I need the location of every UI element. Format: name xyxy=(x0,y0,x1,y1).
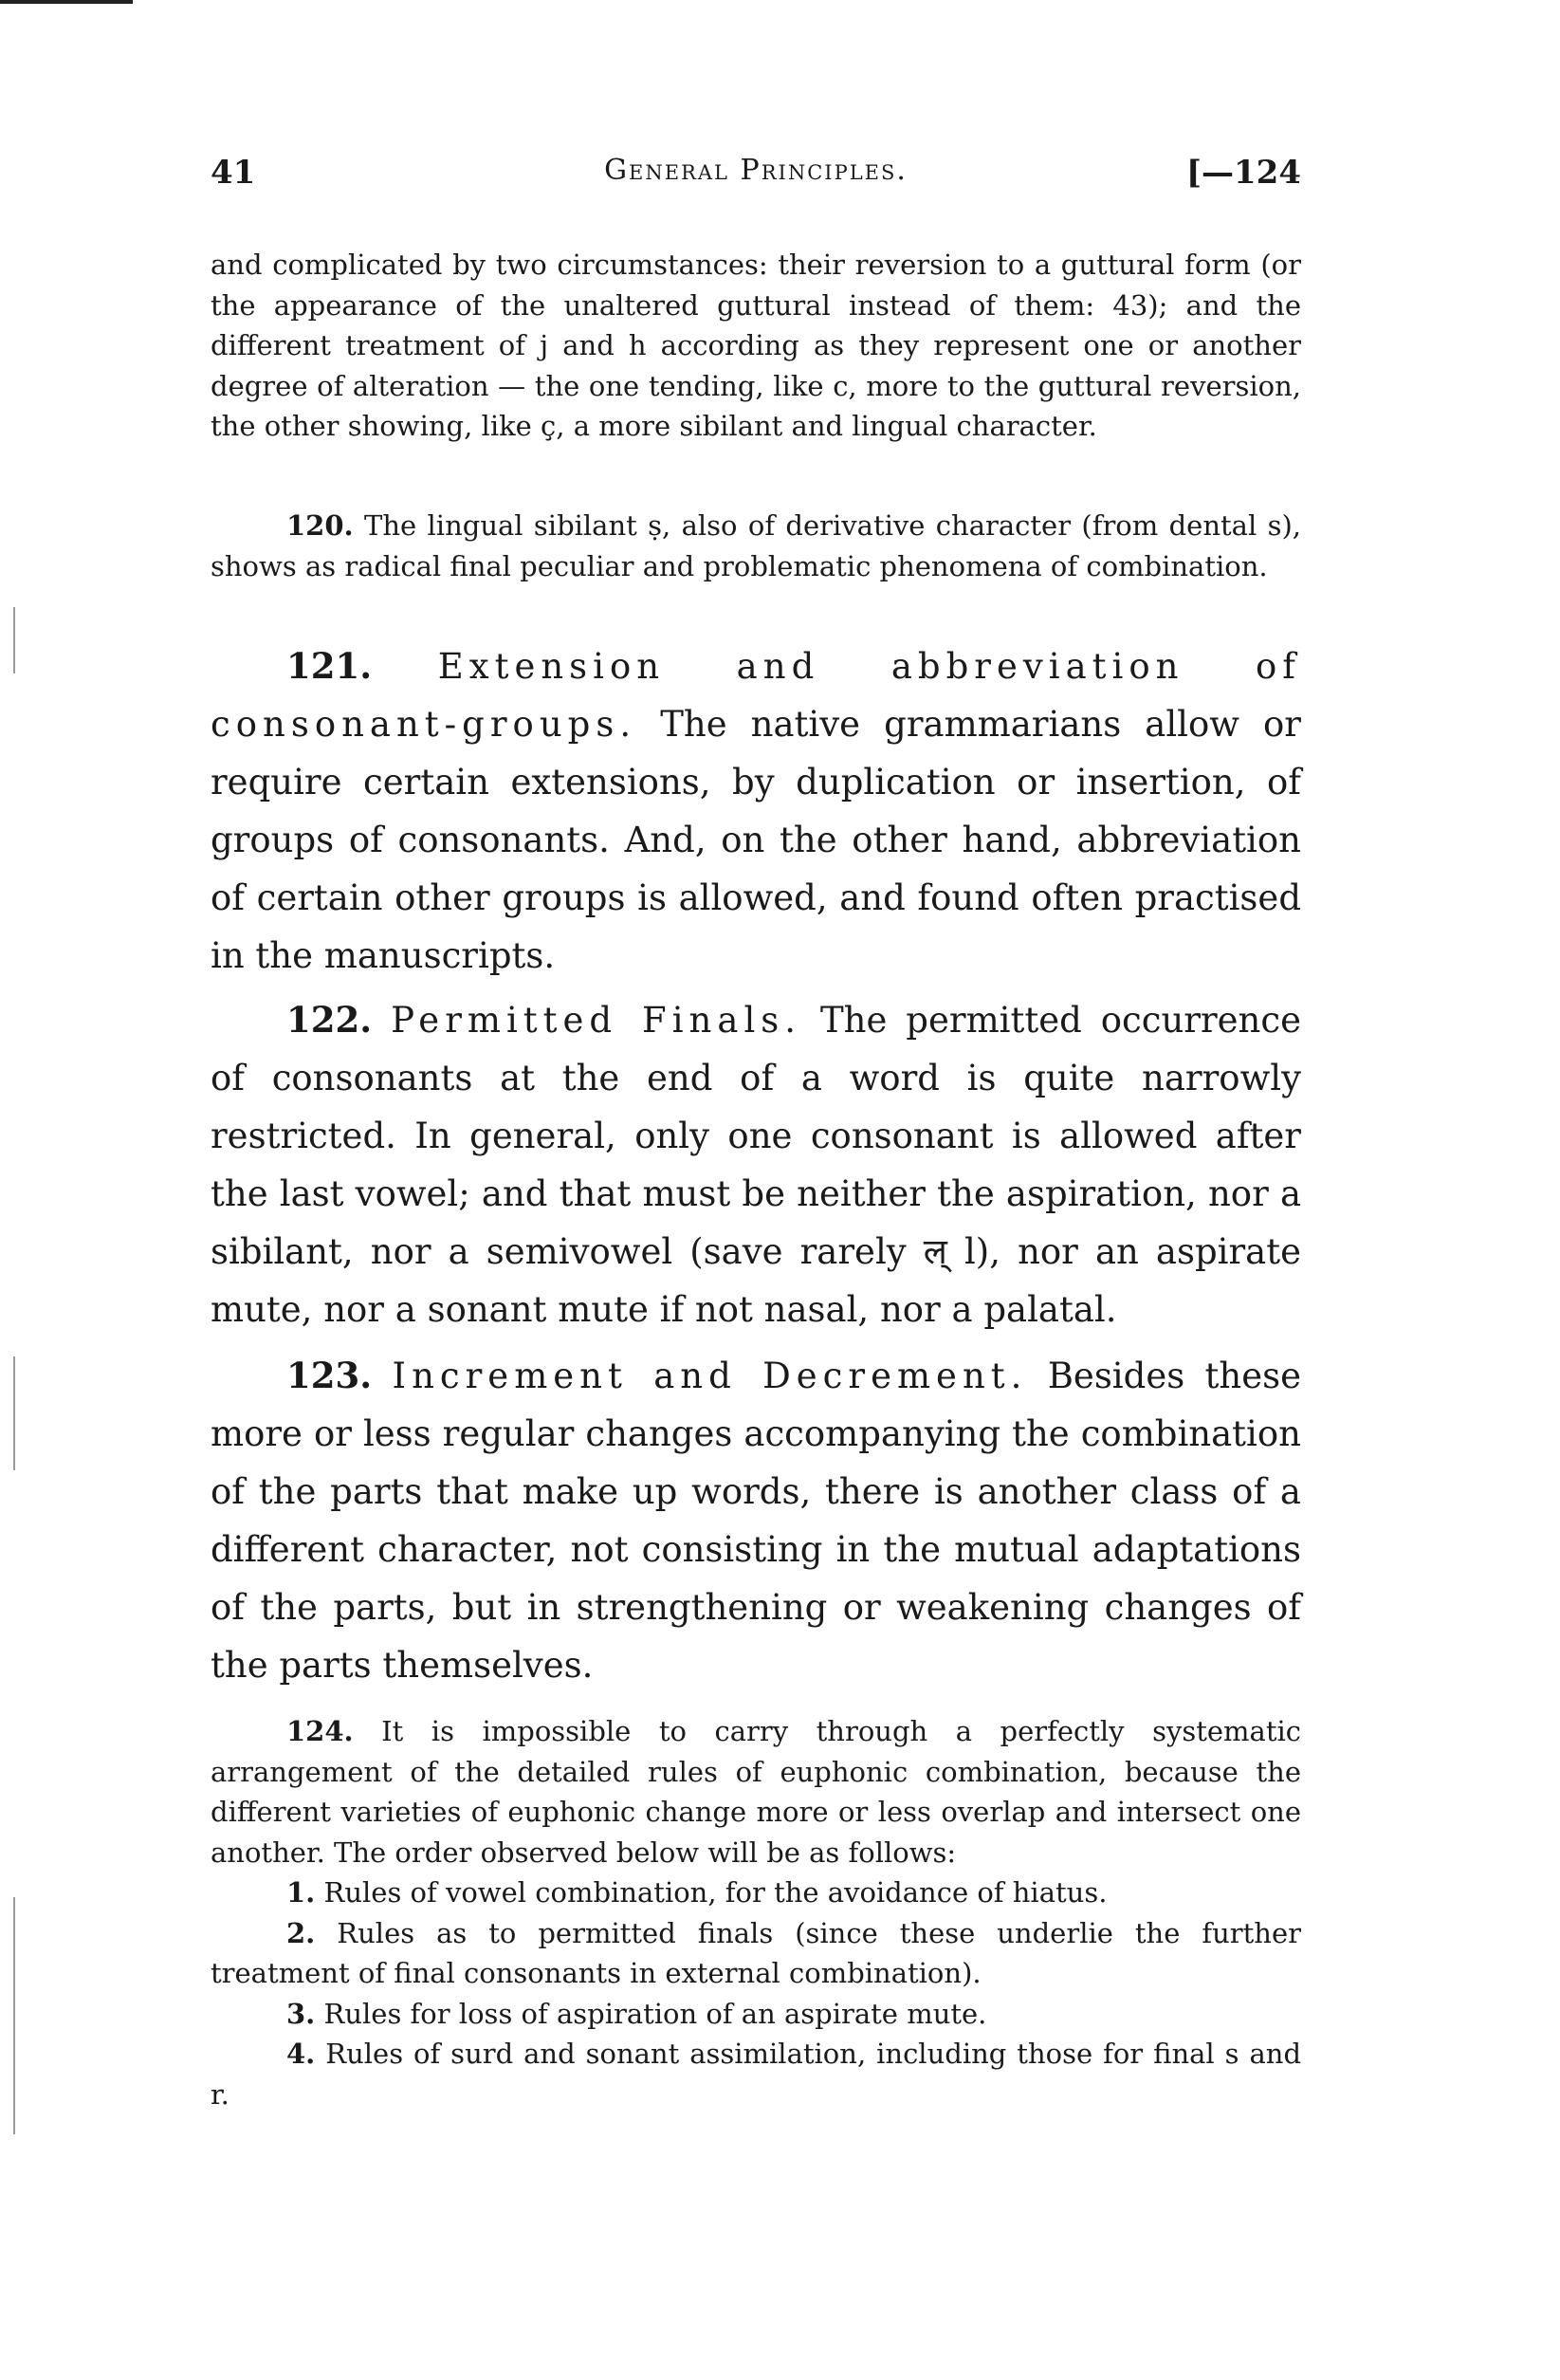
paragraph-text xyxy=(211,506,1301,586)
paragraph-text xyxy=(211,1347,1301,1694)
list-text: Rules as to permitted finals (since these underlie the further treatment of final consonants in external combination). xyxy=(211,1916,1302,1989)
list-text: Rules for loss of aspiration of an aspirate mute. xyxy=(323,1997,987,2030)
paragraph-continuation xyxy=(211,245,1301,447)
paragraph-text xyxy=(211,1711,1301,1873)
list-item xyxy=(211,1994,1301,2035)
section-range: [—124 xyxy=(1185,154,1301,192)
list-number: 3. xyxy=(286,1997,316,2030)
section-number: 122. xyxy=(286,999,373,1041)
list-number: 1. xyxy=(286,1876,316,1909)
section-heading: Increment and Decrement. xyxy=(392,1356,1028,1396)
paragraph-body: l), nor an aspirate mute, nor a sonant mute if not nasal, nor a palatal. xyxy=(211,1231,1302,1330)
running-title: General Principles. xyxy=(604,154,908,187)
list-text: Rules of surd and sonant assimilation, including those for final s and r. xyxy=(211,2038,1302,2111)
paragraph-text xyxy=(211,991,1301,1338)
list-item xyxy=(211,2034,1301,2114)
list-number: 4. xyxy=(286,2038,316,2070)
scan-edge-mark xyxy=(13,607,15,673)
paragraph-body: The native grammarians allow or require certain extensions, by duplication or insertion, of groups of consonants. And, on the other hand, abbreviation of certain other groups is allowed, and found often practised in the manuscripts. xyxy=(211,704,1301,976)
scan-edge-mark xyxy=(13,1897,15,2134)
devanagari-glyph: ल् xyxy=(923,1231,947,1272)
section-number: 123. xyxy=(286,1355,373,1396)
list-number: 2. xyxy=(286,1916,316,1949)
section-number: 120. xyxy=(286,509,354,542)
paragraph-120 xyxy=(211,506,1301,586)
scan-edge-mark xyxy=(0,0,133,4)
paragraph-body: It is impossible to carry through a perfectly systematic arrangement of the detailed rules of euphonic combination, because the different varieties of euphonic change more or less overlap and intersect one another. The order observed below will be as follows: xyxy=(211,1715,1302,1869)
list-item xyxy=(211,1873,1301,1913)
paragraph-text: and complicated by two circumstances: their reversion to a guttural form (or the appearance of the unaltered guttural instead of them: 43); and the different treatment of j and h according as they represent one or another degree of alteration — the one tending, like c, more to the guttural reversion, the other showing, like ç, a more sibilant and lingual character. xyxy=(211,249,1301,442)
paragraph-121 xyxy=(211,637,1301,985)
section-number: 121. xyxy=(286,645,373,687)
paragraph-text xyxy=(211,637,1301,985)
list-item xyxy=(211,1913,1301,1994)
paragraph-123 xyxy=(211,1347,1301,1694)
section-number: 124. xyxy=(286,1715,354,1747)
scan-edge-mark xyxy=(13,1356,15,1470)
paragraph-body: Besides these more or less regular changes accompanying the combination of the parts that make up words, there is another class of a different character, not consisting in the mutual adaptations of the parts, but in strengthening or weakening changes of the parts themselves. xyxy=(211,1356,1302,1686)
paragraph-body: The permitted occurrence of consonants at the end of a word is quite narrowly restricted. In general, only one consonant is allowed after the last vowel; and that must be neither the aspiration, nor a sibilant, nor a semivowel (save rarely xyxy=(211,1000,1302,1272)
paragraph-122 xyxy=(211,991,1301,1338)
list-text: Rules of vowel combination, for the avoidance of hiatus. xyxy=(323,1876,1108,1909)
page-header xyxy=(211,154,1301,192)
paragraph-124 xyxy=(211,1711,1301,2114)
page-number: 41 xyxy=(211,154,256,192)
section-heading: Extension and abbreviation of consonant-groups. xyxy=(211,646,1301,745)
section-heading: Permitted Finals. xyxy=(391,1000,802,1041)
paragraph-body: The lingual sibilant ṣ, also of derivative character (from dental s), shows as radical final peculiar and problematic phenomena of combination. xyxy=(211,509,1302,582)
